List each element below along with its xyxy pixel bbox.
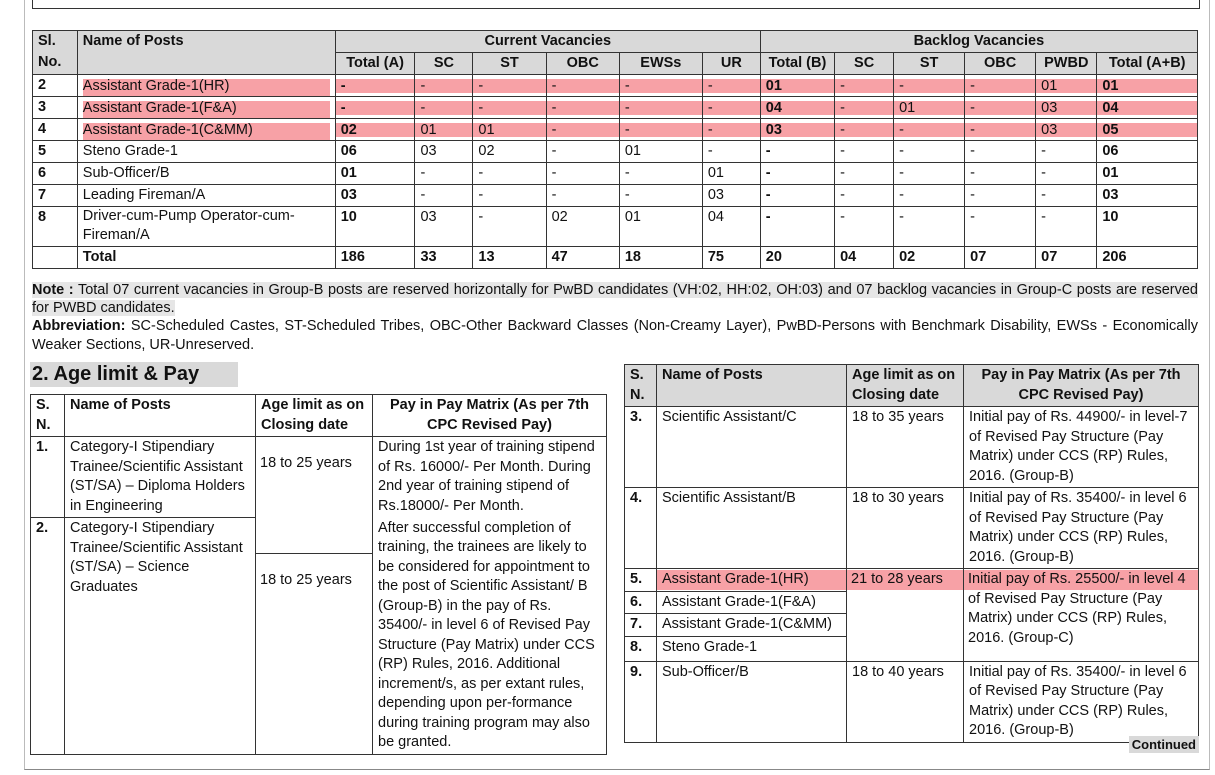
age-left-sn-1: 1. <box>31 437 65 518</box>
vacancy-cell <box>335 75 415 97</box>
age-right-sn-4: 4. <box>625 488 657 569</box>
vacancy-value: - <box>420 187 426 203</box>
age-right-name-5: Assistant Grade-1(HR) <box>657 570 846 590</box>
age-left-pay-1: During 1st year of training stipend of Rs. 16000/- Per Month. During 2nd year of training stipend of Rs.18000/- Per Month. <box>373 437 607 518</box>
vacancy-cell <box>760 163 834 185</box>
vacancy-value: 03 <box>420 143 437 159</box>
vacancy-value: - <box>899 187 904 203</box>
vacancy-cell <box>965 185 1036 207</box>
vacancy-cell <box>965 141 1036 163</box>
table-row <box>625 569 1199 592</box>
age-right-pay-9-cell <box>964 661 1199 742</box>
vacancy-cell <box>415 163 473 185</box>
age-left-header-pay: Pay in Pay Matrix (As per 7th CPC Revised Pay) <box>373 395 607 437</box>
vacancy-value: - <box>899 165 904 181</box>
table-row <box>625 488 1199 569</box>
age-right-age-3: 18 to 35 years <box>847 407 964 488</box>
age-left-header-sn: S. N. <box>31 395 65 437</box>
vacancy-value: 03 <box>761 123 834 137</box>
vacancy-post-name-text: Steno Grade-1 <box>82 143 178 159</box>
vacancy-value: - <box>1041 165 1047 181</box>
vacancy-value: - <box>420 165 426 181</box>
vacancy-cell <box>619 207 702 247</box>
vacancy-cell <box>965 163 1036 185</box>
table-row <box>33 185 1198 207</box>
header-obc: OBC <box>546 53 619 75</box>
vacancy-cell <box>894 119 965 141</box>
vacancy-value: 04 <box>707 209 724 225</box>
vacancy-cell <box>1036 119 1097 141</box>
table-row <box>33 97 1198 119</box>
vacancy-cell <box>335 119 415 141</box>
vacancy-cell <box>702 207 760 247</box>
vacancy-cell <box>702 141 760 163</box>
vacancy-cell <box>415 185 473 207</box>
section-title: 2. Age limit & Pay <box>30 362 238 387</box>
age-right-name-5-cell <box>657 569 847 592</box>
vacancy-cell <box>835 207 894 247</box>
vacancy-cell <box>760 185 834 207</box>
total-value: 07 <box>1036 247 1097 269</box>
vacancy-cell <box>546 141 619 163</box>
age-right-header-name: Name of Posts <box>657 365 847 407</box>
vacancy-value: - <box>1041 143 1047 159</box>
age-right-name-7: Assistant Grade-1(C&MM) <box>657 614 847 637</box>
vacancy-post-name-text: Assistant Grade-1(HR) <box>83 79 330 96</box>
vacancy-sl-no: 8 <box>33 207 78 247</box>
vacancy-cell <box>335 207 415 247</box>
abbreviation-paragraph <box>32 317 1198 355</box>
age-left-pay-2: After successful completion of training, the trainees are likely to be considered for appointment to the post of Scientific Assistant/ B (Group-B) in the pay of Rs. 35400/- in level 6 of Revised Pay Structure (Pay Matrix) under CCS (RP) Rules, 2016. Additional increment/s, as per extant rules, depending upon per-formance during training program may also be granted. <box>373 518 607 755</box>
vacancy-cell <box>835 97 894 119</box>
vacancy-value: - <box>840 209 845 225</box>
age-right-age-9: 18 to 40 years <box>847 661 964 742</box>
vacancy-cell <box>619 141 702 163</box>
vacancy-post-name <box>77 185 335 207</box>
vacancy-cell <box>835 75 894 97</box>
age-right-sn-8: 8. <box>625 636 657 661</box>
age-right-pay-4: Initial pay of Rs. 35400/- in level 6 of Revised Pay Structure (Pay Matrix) under CCS (RP) Rules, 2016. (Group-B) <box>964 488 1199 569</box>
vacancy-cell <box>335 185 415 207</box>
age-right-sn-3: 3. <box>625 407 657 488</box>
vacancy-value: - <box>415 101 472 115</box>
vacancy-value: - <box>1041 187 1047 203</box>
vacancy-cell <box>965 207 1036 247</box>
vacancy-post-name-text: Driver-cum-Pump Operator-cum-Fireman/A <box>82 208 295 243</box>
table-row <box>33 75 1198 97</box>
vacancy-cell <box>415 119 473 141</box>
vacancy-cell <box>619 75 702 97</box>
vacancy-value: 05 <box>1097 123 1197 137</box>
vacancy-value: 01 <box>1036 79 1096 93</box>
vacancy-cell <box>894 207 965 247</box>
vacancy-cell <box>1036 207 1097 247</box>
vacancy-value: - <box>965 101 1035 115</box>
vacancy-value: - <box>765 187 771 203</box>
age-right-sn-6: 6. <box>625 591 657 614</box>
vacancy-value: - <box>835 79 893 93</box>
age-right-name-4: Scientific Assistant/B <box>657 488 847 569</box>
vacancy-value: - <box>970 209 975 225</box>
vacancy-value: - <box>970 143 975 159</box>
age-right-name-9: Sub-Officer/B <box>657 661 847 742</box>
total-value: 75 <box>702 247 760 269</box>
vacancy-value: - <box>970 187 975 203</box>
note-paragraph <box>32 281 1198 317</box>
vacancy-value: 01 <box>415 123 472 137</box>
vacancy-value: - <box>707 143 713 159</box>
vacancy-cell <box>702 119 760 141</box>
age-right-name-3: Scientific Assistant/C <box>657 407 847 488</box>
age-right-pay-group-cell <box>964 569 1199 662</box>
table-row <box>33 141 1198 163</box>
vacancy-value: 01 <box>894 101 964 115</box>
vacancy-cell <box>473 207 546 247</box>
vacancy-value: - <box>765 165 771 181</box>
vacancy-value: 03 <box>1036 101 1096 115</box>
vacancy-table <box>32 30 1198 269</box>
vacancy-cell <box>965 97 1036 119</box>
header-pwbd: PWBD <box>1036 53 1097 75</box>
vacancy-post-name <box>77 97 335 119</box>
vacancy-value: - <box>551 187 557 203</box>
vacancy-value: - <box>547 79 619 93</box>
total-row <box>33 247 1198 269</box>
vacancy-cell <box>473 163 546 185</box>
vacancy-cell <box>546 119 619 141</box>
header-backlog-st: ST <box>894 53 965 75</box>
note-label: Note : <box>32 282 74 298</box>
vacancy-cell <box>473 75 546 97</box>
vacancy-cell <box>1097 185 1198 207</box>
vacancy-value: - <box>620 79 702 93</box>
vacancy-post-name <box>77 75 335 97</box>
vacancy-cell <box>619 97 702 119</box>
vacancy-value: 01 <box>473 123 545 137</box>
age-left-age-cell <box>256 437 373 755</box>
vacancy-post-name-text: Leading Fireman/A <box>82 187 206 203</box>
total-value: 206 <box>1097 247 1198 269</box>
age-right-pay-9: Initial pay of Rs. 35400/- in level 6 of Revised Pay Structure (Pay Matrix) under CCS (RP) Rules, 2016. (Group-B) <box>969 663 1187 738</box>
vacancy-cell <box>619 119 702 141</box>
header-sl-no: Sl. No. <box>33 31 78 75</box>
vacancy-cell <box>894 185 965 207</box>
vacancy-cell <box>1036 163 1097 185</box>
age-right-name-8: Steno Grade-1 <box>657 636 847 661</box>
vacancy-value: - <box>415 79 472 93</box>
vacancy-sl-no: 5 <box>33 141 78 163</box>
age-left-age-2: 18 to 25 years <box>260 572 352 588</box>
vacancy-value: - <box>835 101 893 115</box>
total-value: 13 <box>473 247 546 269</box>
header-backlog-vacancies: Backlog Vacancies <box>760 31 1197 53</box>
vacancy-cell <box>1097 97 1198 119</box>
vacancy-cell <box>894 163 965 185</box>
vacancy-cell <box>702 75 760 97</box>
vacancy-sl-no: 4 <box>33 119 78 141</box>
vacancy-cell <box>835 185 894 207</box>
vacancy-cell <box>473 141 546 163</box>
table-row <box>33 207 1198 247</box>
age-left-header-age: Age limit as on Closing date <box>256 395 373 437</box>
vacancy-cell <box>1097 119 1198 141</box>
vacancy-value: - <box>620 123 702 137</box>
vacancy-value: - <box>551 143 557 159</box>
vacancy-cell <box>546 97 619 119</box>
vacancy-value: 04 <box>761 101 834 115</box>
vacancy-cell <box>1036 97 1097 119</box>
vacancy-value: 02 <box>551 209 568 225</box>
vacancy-post-name <box>77 207 335 247</box>
vacancy-cell <box>415 97 473 119</box>
table-row <box>625 407 1199 488</box>
age-pay-table-left <box>30 394 607 755</box>
vacancy-value: - <box>620 101 702 115</box>
header-ewss: EWSs <box>619 53 702 75</box>
vacancy-post-name <box>77 141 335 163</box>
header-name-of-posts: Name of Posts <box>77 31 335 75</box>
vacancy-cell <box>760 97 834 119</box>
vacancy-cell <box>1036 141 1097 163</box>
vacancy-value: - <box>965 123 1035 137</box>
total-value: 02 <box>894 247 965 269</box>
vacancy-value: - <box>547 123 619 137</box>
vacancy-cell <box>1036 185 1097 207</box>
vacancy-value: - <box>478 165 484 181</box>
vacancy-cell <box>415 75 473 97</box>
vacancy-value: 03 <box>340 187 357 203</box>
vacancy-cell <box>619 185 702 207</box>
header-st: ST <box>473 53 546 75</box>
age-right-sn-7: 7. <box>625 614 657 637</box>
age-right-pay-3: Initial pay of Rs. 44900/- in level-7 of Revised Pay Structure (Pay Matrix) under CCS (RP) Rules, 2016. (Group-B) <box>964 407 1199 488</box>
vacancy-cell <box>702 163 760 185</box>
vacancy-cell <box>335 97 415 119</box>
vacancy-value: 06 <box>1102 143 1119 159</box>
total-label: Total <box>77 247 335 269</box>
age-left-name-1: Category-I Stipendiary Trainee/Scientific Assistant (ST/SA) – Diploma Holders in Engineering <box>65 437 256 518</box>
vacancy-value: 01 <box>624 143 641 159</box>
vacancy-value: - <box>547 101 619 115</box>
age-right-age-4: 18 to 30 years <box>847 488 964 569</box>
vacancy-sl-no: 6 <box>33 163 78 185</box>
vacancy-cell <box>965 75 1036 97</box>
vacancy-post-name-text: Assistant Grade-1(C&MM) <box>83 123 330 140</box>
total-value: 186 <box>335 247 415 269</box>
vacancy-value: - <box>336 101 415 115</box>
vacancy-value: - <box>840 187 845 203</box>
vacancy-value: - <box>624 187 630 203</box>
vacancy-cell <box>894 75 965 97</box>
vacancy-cell <box>1097 163 1198 185</box>
vacancy-value: - <box>473 79 545 93</box>
vacancy-post-name <box>77 119 335 141</box>
vacancy-value: - <box>336 79 415 93</box>
header-total-b: Total (B) <box>760 53 834 75</box>
vacancy-value: - <box>478 187 484 203</box>
header-total-ab: Total (A+B) <box>1097 53 1198 75</box>
vacancy-cell <box>546 185 619 207</box>
vacancy-value: - <box>551 165 557 181</box>
total-value: 04 <box>835 247 894 269</box>
vacancy-cell <box>335 163 415 185</box>
vacancy-cell <box>1097 141 1198 163</box>
age-right-sn-9: 9. <box>625 661 657 742</box>
vacancy-value: 10 <box>340 209 357 225</box>
vacancy-cell <box>1097 75 1198 97</box>
vacancy-value: - <box>703 79 760 93</box>
age-right-pay-group-rest: of Revised Pay Structure (Pay Matrix) under CCS (RP) Rules, 2016. (Group-C) <box>968 590 1168 646</box>
age-right-sn-5: 5. <box>625 569 657 592</box>
vacancy-value: - <box>624 165 630 181</box>
vacancy-value: - <box>899 209 904 225</box>
table-row <box>31 437 607 518</box>
vacancy-value: 01 <box>1102 165 1119 181</box>
header-backlog-obc: OBC <box>965 53 1036 75</box>
total-value: 20 <box>760 247 834 269</box>
vacancy-cell <box>835 141 894 163</box>
vacancy-value: 01 <box>707 165 724 181</box>
vacancy-value: 04 <box>1097 101 1197 115</box>
vacancy-cell <box>415 207 473 247</box>
vacancy-value: - <box>765 143 771 159</box>
abbreviation-label: Abbreviation: <box>32 318 126 334</box>
vacancy-sl-no: 2 <box>33 75 78 97</box>
vacancy-cell <box>1036 75 1097 97</box>
abbreviation-text: SC-Scheduled Castes, ST-Scheduled Tribes, OBC-Other Backward Classes (Non-Creamy Layer), PwBD-Persons with Benchmark Disability, EWSs - Economically Weaker Sections, UR-Unreserved. <box>32 318 1198 353</box>
vacancy-value: 03 <box>707 187 724 203</box>
header-sc: SC <box>415 53 473 75</box>
vacancy-cell <box>473 185 546 207</box>
vacancy-post-name-text: Sub-Officer/B <box>82 165 170 181</box>
total-value: 07 <box>965 247 1036 269</box>
total-value: 33 <box>415 247 473 269</box>
vacancy-value: 01 <box>624 209 641 225</box>
age-pay-table-right <box>624 364 1199 743</box>
age-right-name-6: Assistant Grade-1(F&A) <box>657 591 847 614</box>
vacancy-value: 02 <box>478 143 495 159</box>
vacancy-cell <box>473 119 546 141</box>
vacancy-cell <box>835 119 894 141</box>
vacancy-cell <box>965 119 1036 141</box>
vacancy-cell <box>894 97 965 119</box>
vacancy-value: 02 <box>336 123 415 137</box>
vacancy-cell <box>335 141 415 163</box>
vacancy-cell <box>619 163 702 185</box>
vacancy-value: - <box>703 123 760 137</box>
header-backlog-sc: SC <box>835 53 894 75</box>
age-left-age-1: 18 to 25 years <box>256 437 372 554</box>
table-row <box>33 119 1198 141</box>
table-row <box>33 163 1198 185</box>
vacancy-value: - <box>899 143 904 159</box>
vacancy-cell <box>1097 207 1198 247</box>
vacancy-value: 03 <box>1102 187 1119 203</box>
vacancy-value: 03 <box>1036 123 1096 137</box>
vacancy-value: 03 <box>420 209 437 225</box>
table-row <box>625 661 1199 742</box>
total-value: 18 <box>619 247 702 269</box>
age-right-pay-group-first: Initial pay of Rs. 25500/- in level 4 <box>964 570 1198 590</box>
vacancy-cell <box>546 75 619 97</box>
vacancy-value: 06 <box>340 143 357 159</box>
vacancy-cell <box>760 141 834 163</box>
age-right-age-group: 21 to 28 years <box>847 570 963 590</box>
vacancy-cell <box>702 185 760 207</box>
vacancy-value: - <box>835 123 893 137</box>
vacancy-value: - <box>970 165 975 181</box>
vacancy-sl-no: 7 <box>33 185 78 207</box>
vacancy-cell <box>546 207 619 247</box>
vacancy-value: 01 <box>340 165 357 181</box>
total-sl-no <box>33 247 78 269</box>
vacancy-cell <box>546 163 619 185</box>
vacancy-sl-no: 3 <box>33 97 78 119</box>
age-left-name-2: Category-I Stipendiary Trainee/Scientific Assistant (ST/SA) – Science Graduates <box>65 518 256 755</box>
note-text: Total 07 current vacancies in Group-B posts are reserved horizontally for PwBD candidates (VH:02, HH:02, OH:03) and 07 backlog vacancies in Group-C posts are reserved for PWBD candidates. <box>32 282 1198 316</box>
vacancy-cell <box>760 207 834 247</box>
vacancy-cell <box>760 119 834 141</box>
age-left-sn-2: 2. <box>31 518 65 755</box>
age-left-header-name: Name of Posts <box>65 395 256 437</box>
vacancy-value: 10 <box>1102 209 1119 225</box>
vacancy-cell <box>415 141 473 163</box>
total-value: 47 <box>546 247 619 269</box>
age-right-header-sn: S. N. <box>625 365 657 407</box>
vacancy-value: 01 <box>1097 79 1197 93</box>
age-right-header-pay: Pay in Pay Matrix (As per 7th CPC Revised Pay) <box>964 365 1199 407</box>
vacancy-value: - <box>1041 209 1047 225</box>
vacancy-value: - <box>765 209 771 225</box>
header-current-vacancies: Current Vacancies <box>335 31 760 53</box>
vacancy-value: - <box>840 165 845 181</box>
previous-table-stub <box>32 0 1200 9</box>
vacancy-value: - <box>703 101 760 115</box>
vacancy-cell <box>473 97 546 119</box>
vacancy-value: - <box>965 79 1035 93</box>
vacancy-value: 01 <box>761 79 834 93</box>
age-right-header-age: Age limit as on Closing date <box>847 365 964 407</box>
vacancy-value: - <box>473 101 545 115</box>
vacancy-post-name-text: Assistant Grade-1(F&A) <box>83 101 330 118</box>
age-right-age-group-cell <box>847 569 964 662</box>
vacancy-value: - <box>894 123 964 137</box>
vacancy-post-name <box>77 163 335 185</box>
vacancy-value: - <box>478 209 484 225</box>
vacancy-cell <box>894 141 965 163</box>
vacancy-cell <box>760 75 834 97</box>
header-ur: UR <box>702 53 760 75</box>
vacancy-cell <box>835 163 894 185</box>
vacancy-value: - <box>894 79 964 93</box>
vacancy-cell <box>702 97 760 119</box>
vacancy-value: - <box>840 143 845 159</box>
continued-label: Continued <box>1129 736 1199 753</box>
header-total-a: Total (A) <box>335 53 415 75</box>
